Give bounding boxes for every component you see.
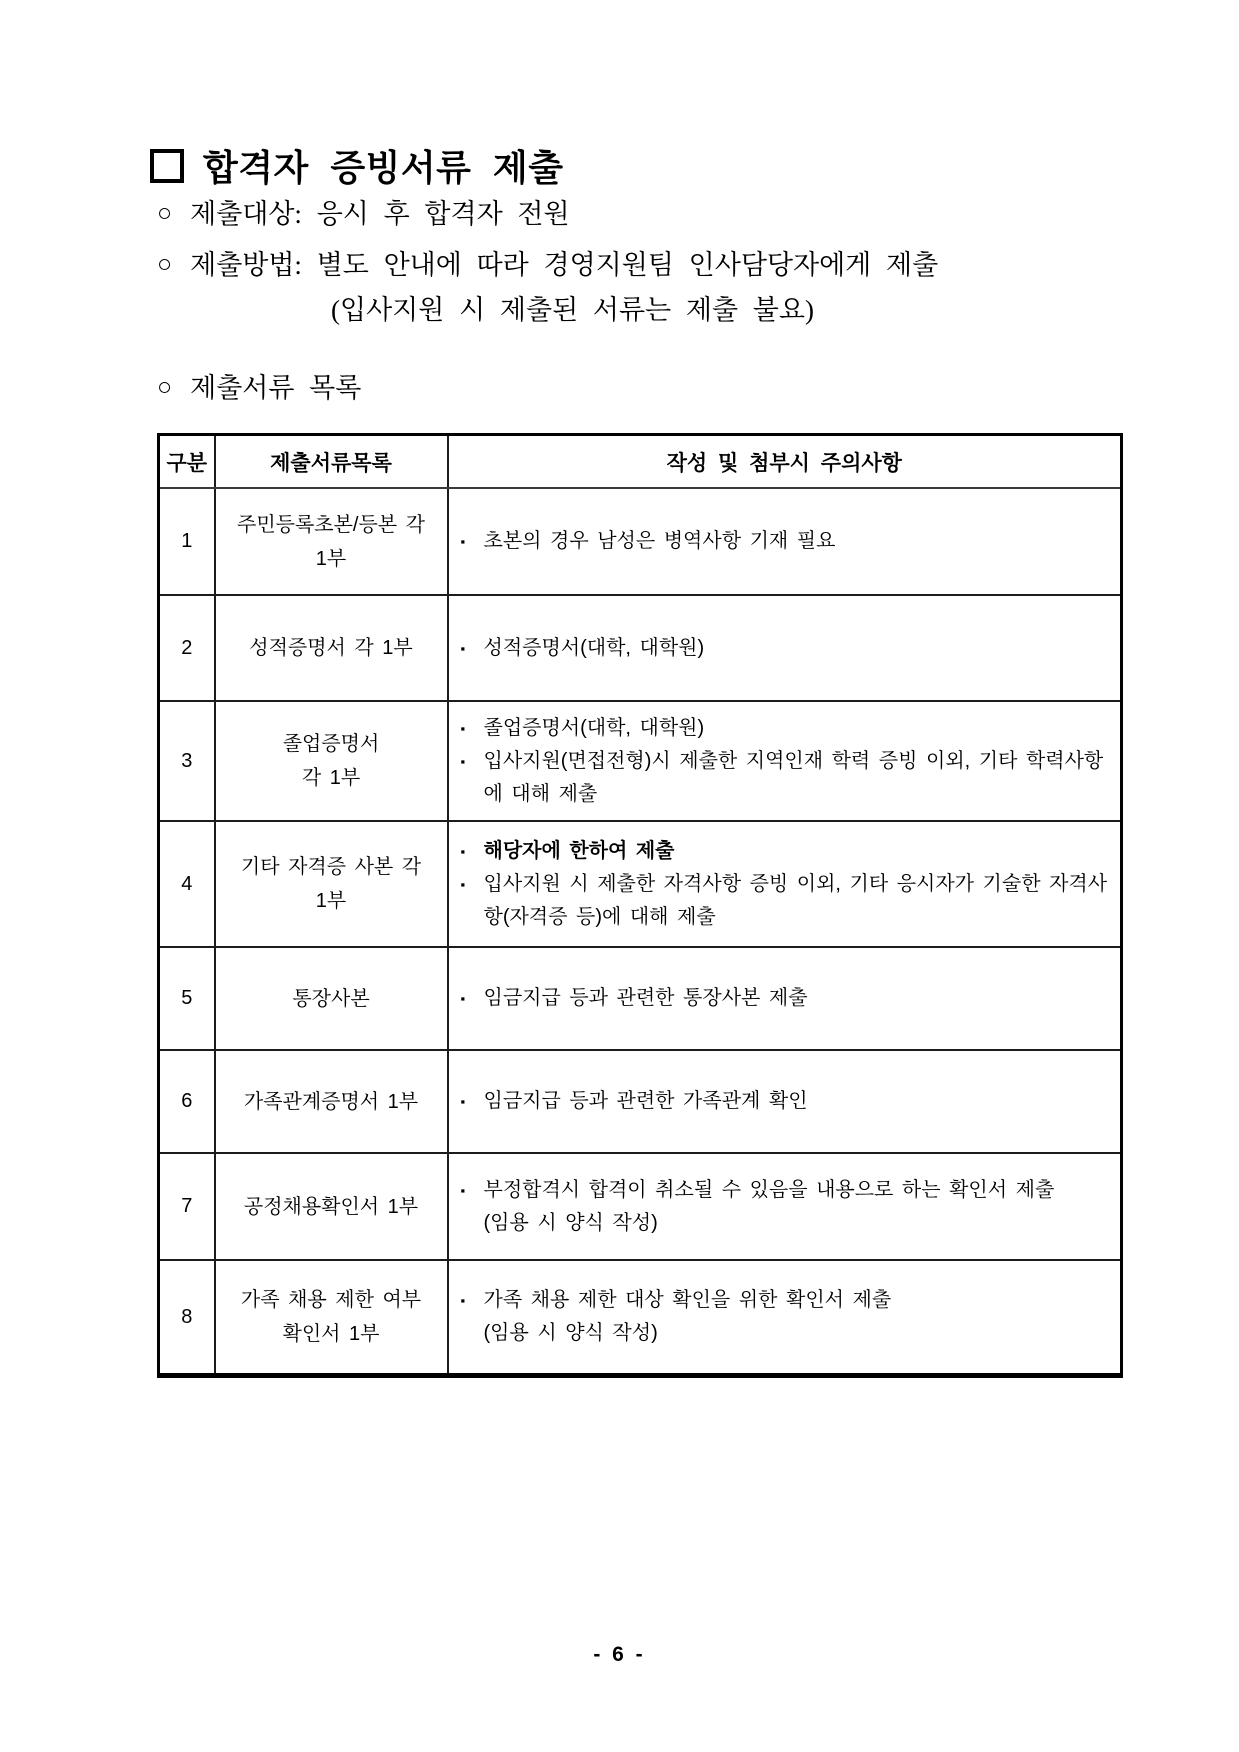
note-item xyxy=(461,868,1111,934)
note-text: 입사지원(면접전형)시 제출한 지역인재 학력 증빙 이외, 기타 학력사항에 대해 제출 xyxy=(483,749,1104,805)
table-row xyxy=(159,1260,1122,1376)
bullet-item xyxy=(157,370,361,406)
row-number-cell: 3 xyxy=(159,701,215,821)
note-text: 성적증명서(대학, 대학원) xyxy=(483,636,705,659)
page-title: 합격자 증빙서류 제출 xyxy=(203,147,564,188)
notes-cell xyxy=(448,1260,1122,1376)
square-bullet-icon: ▪ xyxy=(460,753,466,769)
document-name-line: 공정채용확인서 1부 xyxy=(243,1195,419,1218)
document-name-line: 가족 채용 제한 여부 xyxy=(240,1289,422,1311)
note-body xyxy=(484,1174,1111,1240)
bullet-item xyxy=(157,247,938,283)
document-name-line: 주민등록초본/등본 각 xyxy=(237,513,425,536)
note-item xyxy=(461,982,1111,1015)
document-name-line: 통장사본 xyxy=(292,987,370,1010)
note-body xyxy=(484,745,1111,811)
row-number-cell: 6 xyxy=(159,1050,215,1153)
circle-bullet-icon: ○ xyxy=(157,200,173,227)
note-text: 가족 채용 제한 대상 확인을 위한 확인서 제출 xyxy=(483,1289,892,1311)
table-row xyxy=(159,701,1122,821)
table-row xyxy=(159,1050,1122,1153)
notes-cell xyxy=(448,701,1122,821)
note-body xyxy=(484,868,1111,934)
document-name-cell xyxy=(215,1153,448,1260)
document-name-line: 기타 자격증 사본 각 xyxy=(240,856,422,878)
notes-cell xyxy=(448,488,1122,595)
header-cell-no: 구분 xyxy=(159,435,215,489)
notes-cell xyxy=(448,1050,1122,1153)
table-row xyxy=(159,595,1122,701)
note-body xyxy=(484,632,1111,665)
note-item xyxy=(461,835,1111,868)
bullet-item xyxy=(157,196,570,232)
document-name-cell xyxy=(215,947,448,1050)
document-name-line: 확인서 1부 xyxy=(282,1323,380,1345)
table-row xyxy=(159,1153,1122,1260)
notes-cell xyxy=(448,821,1122,947)
note-body xyxy=(484,1085,1111,1118)
table-header xyxy=(159,435,1122,489)
section-title xyxy=(150,140,564,191)
note-text: 임금지급 등과 관련한 통장사본 제출 xyxy=(483,987,808,1009)
notes-cell xyxy=(448,595,1122,701)
document-name-line: 1부 xyxy=(315,890,347,912)
bullet-text: (입사지원 시 제출된 서류는 제출 불요) xyxy=(331,295,814,325)
page-number: - 6 - xyxy=(593,1643,646,1666)
note-sub-text: (임용 시 양식 작성) xyxy=(483,1322,658,1344)
notes-cell xyxy=(448,947,1122,1050)
document-table xyxy=(157,433,1123,1378)
note-item xyxy=(461,1174,1111,1240)
row-number-cell: 7 xyxy=(159,1153,215,1260)
notes-cell xyxy=(448,1153,1122,1260)
square-bullet-icon: ▪ xyxy=(460,876,466,892)
row-number-cell: 2 xyxy=(159,595,215,701)
document-name-line: 1부 xyxy=(315,547,347,570)
square-bullet-icon: ▪ xyxy=(460,1094,466,1109)
note-item xyxy=(461,1085,1111,1118)
document-name-line: 성적증명서 각 1부 xyxy=(249,637,413,659)
header-cell-notes: 작성 및 첨부시 주의사항 xyxy=(448,435,1122,489)
row-number-cell: 5 xyxy=(159,947,215,1050)
document-name-cell xyxy=(215,821,448,947)
note-item xyxy=(461,1284,1111,1350)
square-bullet-icon: ▪ xyxy=(460,843,466,859)
note-text: 졸업증명서(대학, 대학원) xyxy=(483,716,705,739)
document-name-cell xyxy=(215,488,448,595)
document-name-cell xyxy=(215,1050,448,1153)
checkbox-square-icon xyxy=(150,149,184,183)
square-bullet-icon: ▪ xyxy=(460,991,466,1006)
bullet-text: 제출서류 목록 xyxy=(190,373,362,403)
square-bullet-icon: ▪ xyxy=(460,720,466,736)
table-row xyxy=(159,821,1122,947)
table-row xyxy=(159,488,1122,595)
circle-bullet-icon: ○ xyxy=(157,251,173,278)
bullet-text: 제출방법: 별도 안내에 따라 경영지원팀 인사담당자에게 제출 xyxy=(190,250,939,280)
note-text: 임금지급 등과 관련한 가족관계 확인 xyxy=(483,1090,808,1112)
note-text: 초본의 경우 남성은 병역사항 기재 필요 xyxy=(483,530,836,552)
square-bullet-icon: ▪ xyxy=(460,1293,466,1308)
document-name-line: 졸업증명서 xyxy=(282,733,380,755)
note-sub-text: (임용 시 양식 작성) xyxy=(483,1211,658,1234)
note-text: 해당자에 한하여 제출 xyxy=(483,839,675,862)
document-name-cell xyxy=(215,1260,448,1376)
note-item xyxy=(461,632,1111,665)
row-number-cell: 1 xyxy=(159,488,215,595)
document-name-cell xyxy=(215,701,448,821)
document-name-cell xyxy=(215,595,448,701)
header-cell-doc: 제출서류목록 xyxy=(215,435,448,489)
note-body xyxy=(484,525,1111,558)
table-row xyxy=(159,947,1122,1050)
note-text: 부정합격시 합격이 취소될 수 있음을 내용으로 하는 확인서 제출 xyxy=(483,1178,1055,1201)
square-bullet-icon: ▪ xyxy=(460,534,466,549)
note-body xyxy=(484,1284,1111,1350)
document-name-line: 각 1부 xyxy=(301,767,361,789)
row-number-cell: 8 xyxy=(159,1260,215,1376)
document-name-line: 가족관계증명서 1부 xyxy=(243,1090,419,1113)
note-body xyxy=(484,712,1111,745)
circle-bullet-icon: ○ xyxy=(157,374,173,401)
note-body xyxy=(484,835,1111,868)
note-item xyxy=(461,525,1111,558)
row-number-cell: 4 xyxy=(159,821,215,947)
bullet-continuation xyxy=(331,292,814,328)
bullet-text: 제출대상: 응시 후 합격자 전원 xyxy=(190,199,570,229)
note-item xyxy=(461,712,1111,745)
square-bullet-icon: ▪ xyxy=(460,1182,466,1198)
note-text: 입사지원 시 제출한 자격사항 증빙 이외, 기타 응시자가 기술한 자격사항(자격증 등)에 대해 제출 xyxy=(483,872,1108,928)
square-bullet-icon: ▪ xyxy=(460,640,466,656)
note-item xyxy=(461,745,1111,811)
note-body xyxy=(484,982,1111,1015)
